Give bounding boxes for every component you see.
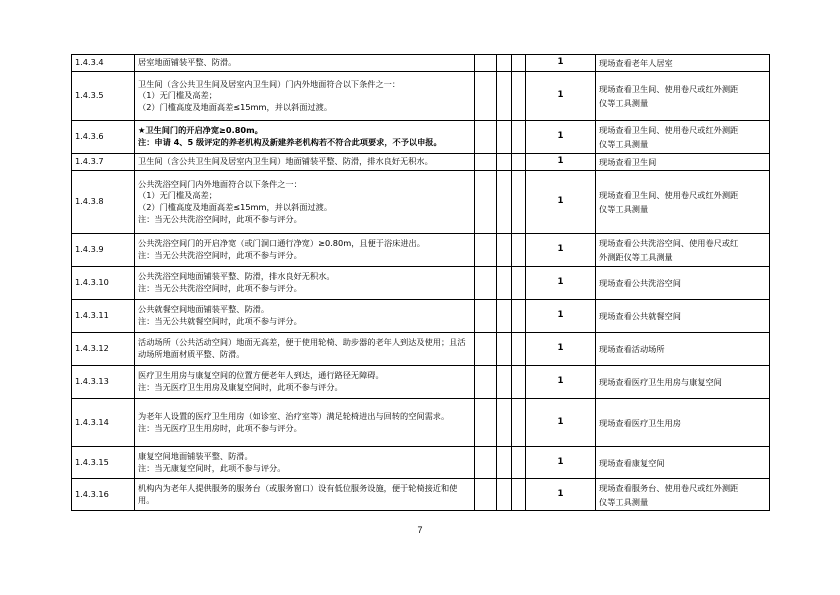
blank-col-c xyxy=(512,333,526,366)
check-method xyxy=(596,267,770,300)
method-line: 外测距仪等工具测量 xyxy=(599,252,673,262)
check-method xyxy=(596,72,770,121)
blank-col-b xyxy=(497,234,512,267)
blank-col-b xyxy=(497,55,512,72)
item-code: 1.4.3.5 xyxy=(72,72,135,121)
blank-col-b xyxy=(497,333,512,366)
item-requirement xyxy=(135,366,475,399)
blank-col-c xyxy=(512,300,526,333)
method-line: 现场查看卫生间、使用卷尺或红外测距 xyxy=(599,84,739,94)
item-requirement xyxy=(135,121,475,154)
blank-col-b xyxy=(497,121,512,154)
method-line: 现场查看服务台、使用卷尺或红外测距 xyxy=(599,482,739,493)
item-requirement xyxy=(135,479,475,511)
check-method xyxy=(596,479,770,511)
blank-col-c xyxy=(512,267,526,300)
blank-col-b xyxy=(497,171,512,234)
blank-col-a xyxy=(475,154,497,171)
requirement-line: 公共洗浴空间门的开启净宽（或门洞口通行净宽）≥0.80m，且便于浴床进出。 xyxy=(138,238,425,249)
requirement-line: ★卫生间门的开启净宽≥0.80m。 xyxy=(138,125,263,136)
table-row xyxy=(72,366,770,399)
blank-col-c xyxy=(512,171,526,234)
item-score: 1 xyxy=(526,55,596,72)
item-code: 1.4.3.15 xyxy=(72,447,135,479)
check-method xyxy=(596,333,770,366)
requirement-line: 注：申请 4、5 级评定的养老机构及新建养老机构若不符合此项要求，不予以申报。 xyxy=(138,137,442,147)
blank-col-b xyxy=(497,72,512,121)
item-requirement xyxy=(135,55,475,72)
blank-col-c xyxy=(512,72,526,121)
requirement-line: （2）门槛高度及地面高差≤15mm，并以斜面过渡。 xyxy=(138,202,333,212)
item-score: 1 xyxy=(526,234,596,267)
item-requirement xyxy=(135,72,475,121)
item-requirement xyxy=(135,300,475,333)
item-requirement xyxy=(135,171,475,234)
item-code: 1.4.3.11 xyxy=(72,300,135,333)
item-code: 1.4.3.13 xyxy=(72,366,135,399)
item-code: 1.4.3.16 xyxy=(72,479,135,511)
method-line: 现场查看卫生间、使用卷尺或红外测距 xyxy=(599,125,739,135)
table-row xyxy=(72,479,770,511)
item-requirement xyxy=(135,333,475,366)
table-row xyxy=(72,267,770,300)
blank-col-c xyxy=(512,234,526,267)
method-line: 现场查看公共就餐空间 xyxy=(599,311,681,321)
requirement-line: 注：当无公共就餐空间时，此项不参与评分。 xyxy=(138,316,302,326)
table-row xyxy=(72,154,770,171)
item-requirement xyxy=(135,447,475,479)
item-code: 1.4.3.6 xyxy=(72,121,135,154)
method-line: 现场查看医疗卫生用房与康复空间 xyxy=(599,377,722,387)
table-row xyxy=(72,55,770,72)
blank-col-a xyxy=(475,333,497,366)
blank-col-a xyxy=(475,447,497,479)
blank-col-a xyxy=(475,55,497,72)
requirement-line: 注：当无公共洗浴空间时，此项不参与评分。 xyxy=(138,213,302,224)
check-method xyxy=(596,447,770,479)
method-line: 仪等工具测量 xyxy=(599,204,649,214)
check-method xyxy=(596,154,770,171)
check-method xyxy=(596,366,770,399)
item-code: 1.4.3.9 xyxy=(72,234,135,267)
blank-col-c xyxy=(512,366,526,399)
table-row xyxy=(72,300,770,333)
blank-col-b xyxy=(497,300,512,333)
item-requirement xyxy=(135,399,475,447)
requirement-line: 注：当无公共洗浴空间时，此项不参与评分。 xyxy=(138,250,302,260)
item-score: 1 xyxy=(526,171,596,234)
method-line: 现场查看医疗卫生用房 xyxy=(599,417,681,428)
method-line: 现场查看康复空间 xyxy=(599,457,665,468)
method-line: 现场查看卫生间、使用卷尺或红外测距 xyxy=(599,190,739,200)
blank-col-c xyxy=(512,55,526,72)
check-method xyxy=(596,55,770,72)
blank-col-b xyxy=(497,399,512,447)
requirement-line: （1）无门槛及高差； xyxy=(138,190,217,201)
item-score: 1 xyxy=(526,447,596,479)
item-score: 1 xyxy=(526,300,596,333)
item-score: 1 xyxy=(526,267,596,300)
requirement-line: 康复空间地面铺装平整、防滑。 xyxy=(138,450,253,461)
method-line: 现场查看公共洗浴空间、使用卷尺或红 xyxy=(599,238,739,248)
requirement-line: 居室地面铺装平整、防滑。 xyxy=(138,57,237,68)
check-method xyxy=(596,399,770,447)
item-code: 1.4.3.8 xyxy=(72,171,135,234)
requirement-line: 为老年人设置的医疗卫生用房（如诊室、治疗室等）满足轮椅进出与回转的空间需求。 xyxy=(138,410,450,421)
blank-col-a xyxy=(475,72,497,121)
table-row xyxy=(72,121,770,154)
requirement-line: 注：当无医疗卫生用房时，此项不参与评分。 xyxy=(138,422,302,433)
blank-col-a xyxy=(475,366,497,399)
blank-col-a xyxy=(475,479,497,511)
requirement-line: 医疗卫生用房与康复空间的位置方便老年人到达，通行路径无障碍。 xyxy=(138,370,384,381)
requirement-line: （1）无门槛及高差； xyxy=(138,90,217,101)
blank-col-c xyxy=(512,447,526,479)
blank-col-b xyxy=(497,267,512,300)
item-code: 1.4.3.4 xyxy=(72,55,135,72)
blank-col-a xyxy=(475,300,497,333)
blank-col-c xyxy=(512,121,526,154)
requirement-line: 活动场所（公共活动空间）地面无高差，便于使用轮椅、助步器的老年人到达及使用；且活动场所地面材质平整、防滑。 xyxy=(138,337,466,359)
method-line: 现场查看活动场所 xyxy=(599,344,665,354)
blank-col-a xyxy=(475,121,497,154)
check-method xyxy=(596,300,770,333)
item-score: 1 xyxy=(526,154,596,171)
requirement-line: 公共洗浴空间地面铺装平整、防滑，排水良好无积水。 xyxy=(138,271,335,282)
item-score: 1 xyxy=(526,366,596,399)
table-row xyxy=(72,399,770,447)
method-line: 现场查看公共洗浴空间 xyxy=(599,278,681,288)
requirement-line: （2）门槛高度及地面高差≤15mm，并以斜面过渡。 xyxy=(138,101,333,112)
item-score: 1 xyxy=(526,333,596,366)
blank-col-a xyxy=(475,171,497,234)
item-score: 1 xyxy=(526,399,596,447)
requirement-line: 机构内为老年人提供服务的服务台（或服务窗口）设有低位服务设施，便于轮椅接近和使用。 xyxy=(138,482,458,505)
item-score: 1 xyxy=(526,121,596,154)
blank-col-b xyxy=(497,154,512,171)
blank-col-c xyxy=(512,154,526,171)
item-requirement xyxy=(135,234,475,267)
requirement-line: 注：当无康复空间时，此项不参与评分。 xyxy=(138,462,286,473)
table-row xyxy=(72,333,770,366)
table-row xyxy=(72,234,770,267)
requirement-line: 卫生间（含公共卫生间及居室内卫生间）门内外地面符合以下条件之一： xyxy=(138,78,401,89)
method-line: 现场查看卫生间 xyxy=(599,157,657,167)
check-method xyxy=(596,234,770,267)
method-line: 仪等工具测量 xyxy=(599,496,649,507)
item-code: 1.4.3.12 xyxy=(72,333,135,366)
method-line: 仪等工具测量 xyxy=(599,98,649,108)
check-method xyxy=(596,171,770,234)
table-row xyxy=(72,447,770,479)
page-number: 7 xyxy=(417,525,423,535)
requirement-line: 注：当无医疗卫生用房及康复空间时，此项不参与评分。 xyxy=(138,382,343,392)
requirement-line: 卫生间（含公共卫生间及居室内卫生间）地面铺装平整、防滑，排水良好无积水。 xyxy=(138,156,433,167)
item-requirement xyxy=(135,267,475,300)
blank-col-c xyxy=(512,479,526,511)
requirement-line: 注：当无公共洗浴空间时，此项不参与评分。 xyxy=(138,283,302,293)
table-row xyxy=(72,171,770,234)
blank-col-b xyxy=(497,479,512,511)
item-code: 1.4.3.7 xyxy=(72,154,135,171)
blank-col-a xyxy=(475,267,497,300)
method-line: 仪等工具测量 xyxy=(599,139,649,149)
check-method xyxy=(596,121,770,154)
blank-col-c xyxy=(512,399,526,447)
item-code: 1.4.3.14 xyxy=(72,399,135,447)
item-score: 1 xyxy=(526,479,596,511)
requirement-line: 公共就餐空间地面铺装平整、防滑。 xyxy=(138,304,270,315)
blank-col-b xyxy=(497,366,512,399)
method-line: 现场查看老年人居室 xyxy=(599,58,673,68)
blank-col-a xyxy=(475,234,497,267)
requirement-line: 公共洗浴空间门内外地面符合以下条件之一： xyxy=(138,178,302,189)
blank-col-a xyxy=(475,399,497,447)
item-score: 1 xyxy=(526,72,596,121)
blank-col-b xyxy=(497,447,512,479)
item-code: 1.4.3.10 xyxy=(72,267,135,300)
item-requirement xyxy=(135,154,475,171)
table-row xyxy=(72,72,770,121)
evaluation-table xyxy=(71,54,770,511)
